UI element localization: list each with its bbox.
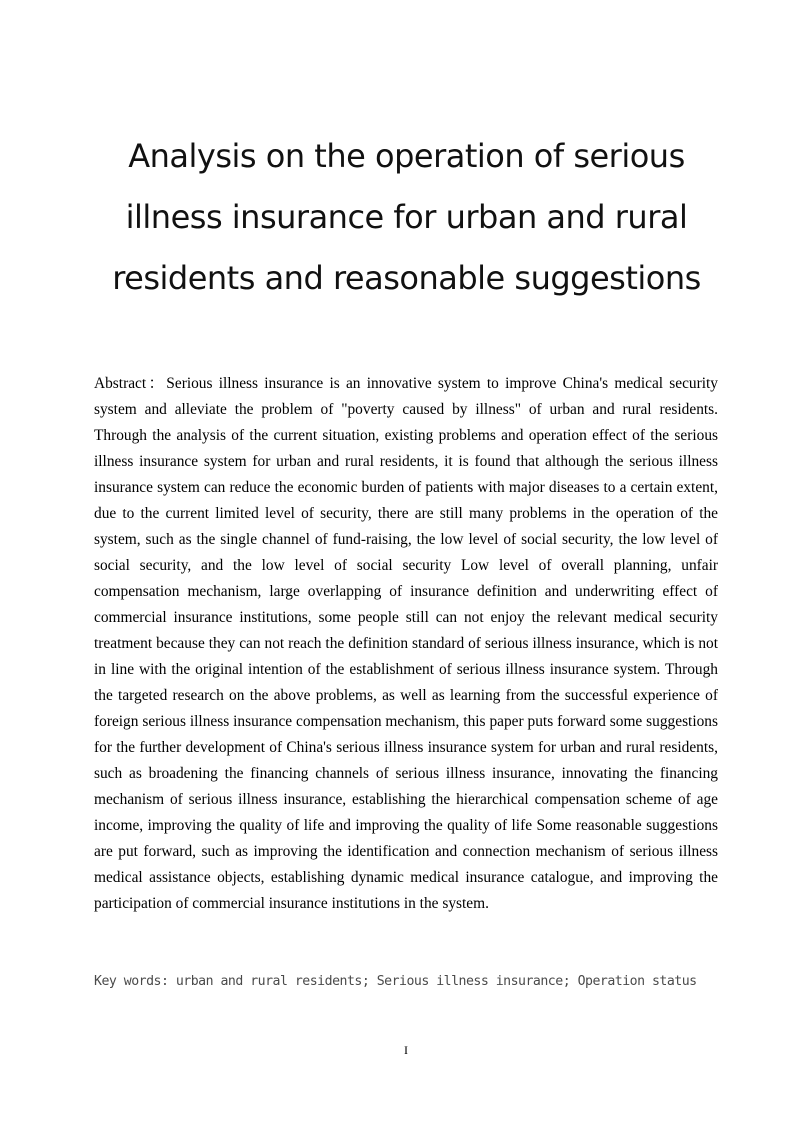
abstract-paragraph [94,371,718,917]
title-line-3: residents and reasonable suggestions [112,259,701,297]
page-number: I [404,1043,408,1057]
keywords-line: Key words: urban and rural residents; Serious illness insurance; Operation status [94,974,697,989]
paper-title [95,126,718,309]
abstract-text: Serious illness insurance is an innovative system to improve China's medical security system and alleviate the problem of "poverty caused by illness" of urban and rural residents. Through the analysis of the current situation, existing problems and operation effect of the serious illness insurance system for urban and rural residents, it is found that although the serious illness insurance system can reduce the economic burden of patients with major diseases to a certain extent, due to the current limited level of security, there are still many problems in the operation of the system, such as the single channel of fund-raising, the low level of social security, the low level of social security, and the low level of social security Low level of overall planning, unfair compensation mechanism, large overlapping of insurance definition and underwriting effect of commercial insurance institutions, some people still can not enjoy the relevant medical security treatment because they can not reach the definition standard of serious illness insurance, which is not in line with the original intention of the establishment of serious illness insurance system. Through the targeted research on the above problems, as well as learning from the successful experience of foreign serious illness insurance compensation mechanism, this paper puts forward some suggestions for the further development of China's serious illness insurance system for urban and rural residents, such as broadening the financing channels of serious illness insurance, innovating the financing mechanism of serious illness insurance, establishing the hierarchical compensation scheme of age income, improving the quality of life and improving the quality of life Some reasonable suggestions are put forward, such as improving the identification and connection mechanism of serious illness medical assistance objects, establishing dynamic medical insurance catalogue, and improving the participation of commercial insurance institutions in the system. [94,375,719,912]
abstract-label: Abstract： [94,375,167,392]
title-line-2: illness insurance for urban and rural [125,198,688,236]
title-line-1: Analysis on the operation of serious [128,137,685,175]
